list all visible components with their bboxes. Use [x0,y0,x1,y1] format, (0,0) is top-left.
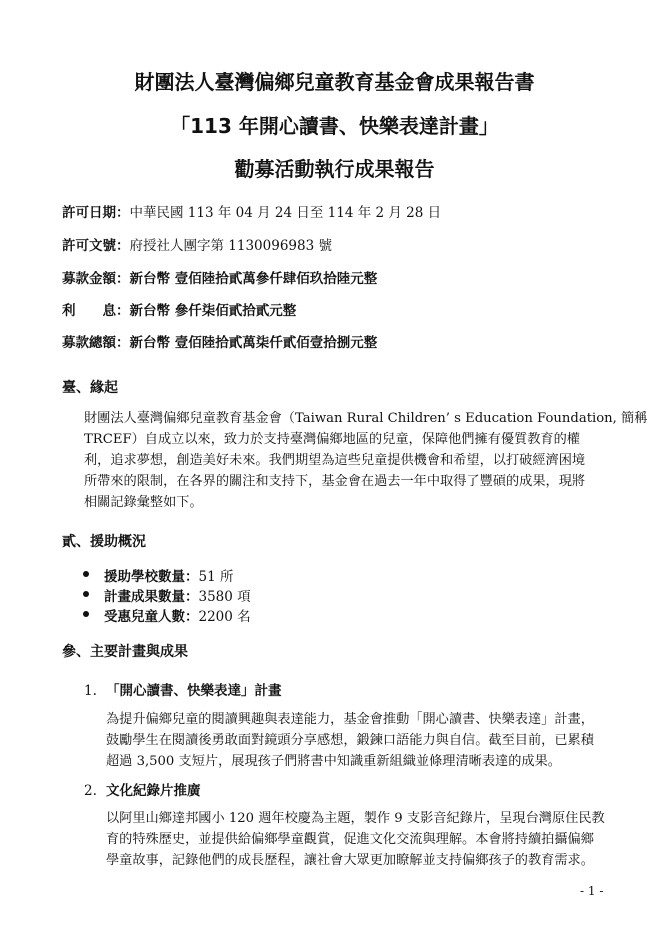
paragraph-line: TRCEF）自成立以來，致力於支持臺灣偏鄉地區的兒童，保障他們擁有優質教育的權 [84,432,580,447]
meta-label: 募款總額： [62,335,130,351]
paragraph-line: 利，追求夢想，創造美好未來。我們期望為這些兒童提供機會和希望，以打破經濟困境 [84,453,586,468]
meta-permit-number [62,234,332,254]
meta-label: 許可日期： [62,205,130,221]
section-heading-programs: 參、主要計畫與成果 [62,644,188,660]
section-heading-origin: 臺、緣起 [62,380,118,396]
program-item-paragraph [106,709,606,772]
program-item-heading: 1. 「開心讀書、快樂表達」計畫 [84,683,282,699]
paragraph-line: 鼓勵學生在閱讀後勇敢面對鏡頭分享感想，鍛鍊口語能力與自信。截至目前，已累積 [106,733,594,748]
paragraph-line: 為提升偏鄉兒童的閱讀興趣與表達能力，基金會推動「開心讀書、快樂表達」計畫， [106,712,594,727]
paragraph-line: 所帶來的限制，在各界的關注和支持下，基金會在過去一年中取得了豐碩的成果，現將 [84,474,586,489]
paragraph-line: 以阿里山鄉達邦國小 120 週年校慶為主題，製作 9 支影音紀錄片，呈現台灣原住民教 [106,811,605,826]
program-item-heading: 2. 文化紀錄片推廣 [84,783,201,799]
meta-label: 利 息： [62,303,130,319]
meta-label: 許可文號： [62,238,130,254]
list-item: 援助學校數量：51 所 [80,565,251,585]
section-heading-aid: 貳、援助概況 [62,534,146,550]
aid-summary-list [80,565,251,625]
meta-value: 中華民國 113 年 04 月 24 日至 114 年 2 月 28 日 [129,205,442,221]
project-title: 「113 年開心讀書、快樂表達計畫」 [170,114,499,138]
program-item-paragraph [106,808,606,871]
bullet-icon [83,571,89,577]
meta-amount [62,267,377,287]
meta-total [62,331,377,351]
page-number: - 1 - [580,884,604,898]
bullet-icon [83,591,89,597]
meta-value: 新台幣 參仟柒佰貳拾貳元整 [129,303,297,319]
meta-interest [62,299,296,319]
paragraph-line: 學童故事，記錄他們的成長歷程，讓社會大眾更加瞭解並支持偏鄉孩子的教育需求。 [106,853,594,868]
paragraph-line: 育的特殊歷史，並提供給偏鄉學童觀賞，促進文化交流與理解。本會將持續拍攝偏鄉 [106,832,594,847]
meta-label: 募款金額： [62,271,130,287]
paragraph-line: 超過 3,500 支短片，展現孩子們將書中知識重新組織並條理清晰表達的成果。 [106,754,561,769]
meta-value: 府授社人團字第 1130096983 號 [129,238,332,254]
list-item: 計畫成果數量：3580 項 [80,585,251,605]
meta-value: 新台幣 壹佰陸拾貳萬柒仟貳佰壹拾捌元整 [129,335,378,351]
meta-value: 新台幣 壹佰陸拾貳萬參仟肆佰玖拾陸元整 [129,271,378,287]
meta-permit-date [62,201,441,221]
section-origin-paragraph [84,408,648,513]
report-subtitle: 勸募活動執行成果報告 [234,157,435,181]
bullet-icon [83,611,89,617]
report-title: 財團法人臺灣偏鄉兒童教育基金會成果報告書 [134,70,535,94]
list-item: 受惠兒童人數：2200 名 [80,605,251,625]
paragraph-line: 財團法人臺灣偏鄉兒童教育基金會（Taiwan Rural Children’ s Education Foundation, 簡稱 [84,411,648,426]
paragraph-line: 相關記錄彙整如下。 [84,495,203,510]
